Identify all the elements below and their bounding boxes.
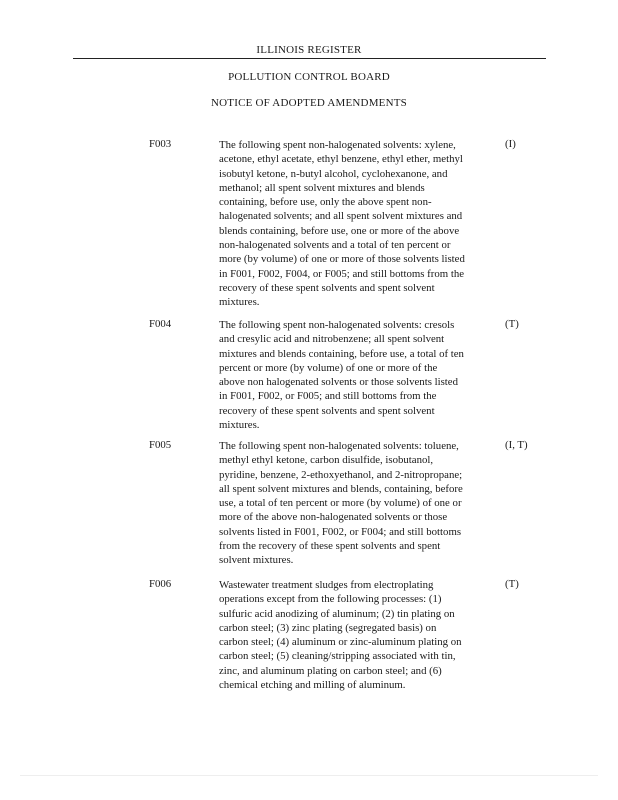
waste-code: F003: [149, 138, 172, 150]
register-title: ILLINOIS REGISTER: [256, 44, 362, 56]
description-line: more (by volume) of one or more of those solvents listed: [219, 253, 465, 266]
description-line: The following spent non-halogenated solvents: toluene,: [219, 440, 459, 452]
description-line: containing, before use, only the above spent non-: [219, 196, 432, 209]
hazard-code: (I, T): [505, 439, 528, 451]
description-line: methyl ethyl ketone, carbon disulfide, isobutanol,: [219, 454, 434, 467]
description-line: blends containing, before use, one or more of the above: [219, 224, 460, 237]
description-line: The following spent non-halogenated solvents: xylene,: [219, 139, 456, 151]
board-title: POLLUTION CONTROL BOARD: [228, 71, 390, 83]
description-line: halogenated solvents; and all spent solvent mixtures and: [219, 210, 463, 223]
page-bottom-edge: [20, 775, 598, 776]
description-line: Wastewater treatment sludges from electroplating: [219, 579, 434, 591]
waste-code: F006: [149, 578, 172, 590]
waste-description: [219, 439, 501, 568]
description-line: The following spent non-halogenated solvents: cresols: [219, 319, 455, 331]
waste-description: [219, 578, 501, 692]
waste-description: [219, 138, 501, 310]
description-line: all spent solvent mixtures and blends, containing, before: [219, 482, 463, 495]
description-line: zinc, and aluminum plating on carbon steel; and (6): [219, 664, 442, 677]
waste-code: F004: [149, 318, 172, 330]
description-line: in F001, F002, or F005; and still bottoms from the: [219, 390, 437, 403]
hazard-code: (I): [505, 138, 516, 150]
description-line: use, a total of ten percent or more (by volume) of one or: [219, 497, 462, 510]
description-line: solvents listed in F001, F002, or F004; and still bottoms: [219, 525, 462, 538]
description-line: acetone, ethyl acetate, ethyl benzene, ethyl ether, methyl: [219, 153, 463, 166]
description-line: carbon steel; (3) zinc plating (segregated basis) on: [219, 621, 437, 634]
description-line: above non halogenated solvents or those solvents listed: [219, 376, 458, 389]
description-line: solvent mixtures.: [219, 554, 294, 567]
description-line: percent or more (by volume) of one or more of the: [219, 361, 438, 374]
description-line: carbon steel; (4) aluminum or zinc-aluminum plating on: [219, 636, 462, 649]
description-line: operations except from the following processes: (1): [219, 593, 442, 606]
waste-description: [219, 318, 501, 432]
description-line: isobutyl ketone, n-butyl alcohol, cyclohexanone, and: [219, 167, 448, 180]
header-rule: [73, 58, 546, 59]
description-line: non-halogenated solvents and a total of ten percent or: [219, 239, 451, 252]
description-line: chemical etching and milling of aluminum.: [219, 679, 406, 692]
description-line: pyridine, benzene, 2-ethoxyethanol, and 2-nitropropane;: [219, 468, 463, 481]
description-line: mixtures.: [219, 419, 260, 432]
notice-title: NOTICE OF ADOPTED AMENDMENTS: [211, 97, 407, 109]
description-line: sulfuric acid anodizing of aluminum; (2) tin plating on: [219, 607, 455, 620]
description-line: more of the above non-halogenated solvents or those: [219, 511, 448, 524]
description-line: mixtures.: [219, 296, 260, 309]
description-line: and cresylic acid and nitrobenzene; all spent solvent: [219, 333, 445, 346]
hazard-code: (T): [505, 318, 519, 330]
description-line: carbon steel; (5) cleaning/stripping associated with tin,: [219, 650, 456, 663]
description-line: recovery of these spent solvents and spent solvent: [219, 404, 435, 417]
hazard-code: (T): [505, 578, 519, 590]
description-line: in F001, F002, F004, or F005; and still bottoms from the: [219, 267, 465, 280]
description-line: mixtures and blends containing, before use, a total of ten: [219, 347, 464, 360]
description-line: recovery of these spent solvents and spent solvent: [219, 281, 435, 294]
description-line: methanol; all spent solvent mixtures and blends: [219, 181, 425, 194]
waste-code: F005: [149, 439, 172, 451]
description-line: from the recovery of these spent solvents and spent: [219, 540, 441, 553]
